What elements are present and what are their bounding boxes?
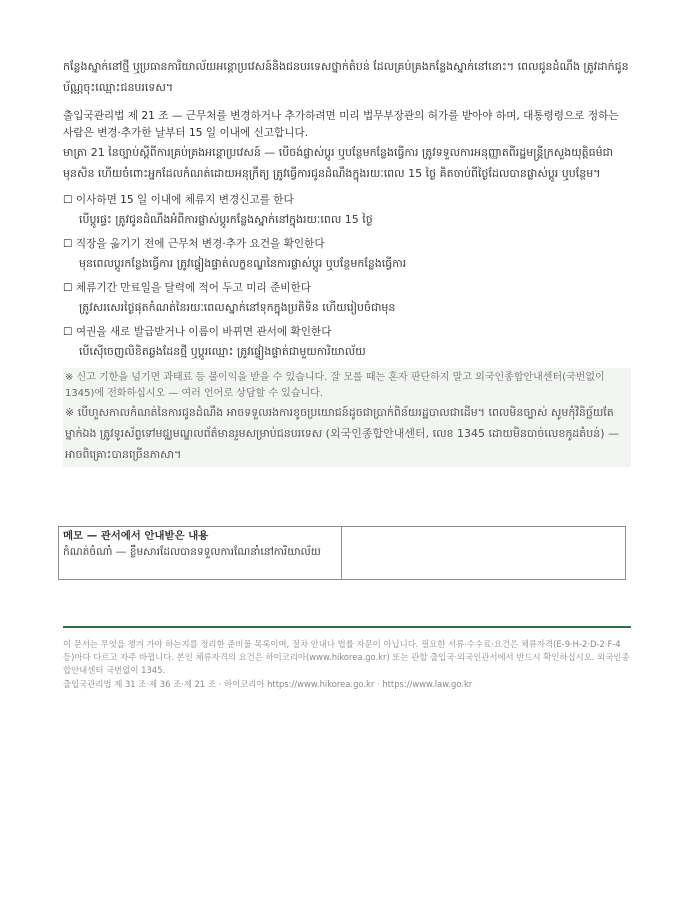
checkbox-icon[interactable]: ☐ [63,238,73,250]
warning-note [63,368,631,467]
memo-label-cell [59,527,342,579]
footer-disclaimer: 이 문서는 무엇을 챙겨 가야 하는지를 정리한 준비물 목록이며, 절차 안내나 법률 자문이 아닙니다. 필요한 서류·수수료·요건은 체류자격(E-9·H-2·D-2·F-4 등)마다 다르고 자주 바뀝니다. 본인 체류자격의 요건은 하이코리아(www.hikorea.go.kr) 또는 관할 출입국·외국인관서에서 반드시 확인하십시오. 외국인종합안내센터 국번없이 1345. [63,639,630,675]
memo-write-area[interactable] [342,527,625,579]
memo-title-ko: 메모 — 관서에서 안내받은 내용 [63,530,209,542]
warning-note-ko: ※ 신고 기한을 넘기면 과태료 등 불이익을 받을 수 있습니다. 잘 모를 때는 혼자 판단하지 말고 외국인종합안내센터(국번없이 1345)에 전화하십시오 — 여러 언어로 상담할 수 있습니다. [65,372,605,399]
checkbox-icon[interactable]: ☐ [63,326,73,338]
footer [63,638,631,691]
law-article-21-km: មាត្រា 21 នៃច្បាប់ស្ដីពីការគ្រប់គ្រងអន្តោប្រវេសន៍ — បើចង់ផ្លាស់ប្ដូរ ឬបន្ថែមកន្លែងធ្វើការ ត្រូវទទួលការអនុញ្ញាតពីរដ្ឋមន្ត្រីក្រសួងយុត្តិធម៌ជាមុនសិន ហើយចំពោះអ្នកដែលកំណត់ដោយអនុក្រឹត្យ ត្រូវធ្វើការជូនដំណឹងក្នុងរយៈពេល 15 ថ្ងៃ គិតចាប់ពីថ្ងៃដែលបានផ្លាស់ប្ដូរ ឬបន្ថែម។ [63,146,614,180]
footer-divider [63,626,631,628]
checklist-item [63,324,631,362]
checklist-item-ko: 직장을 옮기기 전에 근무처 변경·추가 요건을 확인한다 [75,238,325,250]
memo-table [58,526,626,580]
law-article-21-ko: 출입국관리법 제 21 조 — 근무처를 변경하거나 추가하려면 미리 법무부장관의 허가를 받아야 하며, 대통령령으로 정하는 사람은 변경·추가한 날부터 15 일 이내에 신고합니다. [63,110,619,139]
checklist-item-km: មុនពេលប្ដូរកន្លែងធ្វើការ ត្រូវផ្ទៀងផ្ទាត់លក្ខខណ្ឌនៃការផ្លាស់ប្ដូរ ឬបន្ថែមកន្លែងធ្វើការ [79,257,407,270]
checklist-item [63,236,631,274]
checkbox-icon[interactable]: ☐ [63,194,73,206]
checklist-item-km: ត្រូវសរសេរថ្ងៃផុតកំណត់នៃរយៈពេលស្នាក់នៅទុកក្នុងប្រតិទិន ហើយរៀបចំជាមុន [79,301,396,314]
checklist-item [63,192,631,230]
checklist-item-ko: 여권을 새로 발급받거나 이름이 바뀌면 관서에 확인한다 [75,326,332,338]
intro-paragraph-km: កន្លែងស្នាក់នៅថ្មី ឬប្រធានការិយាល័យអន្តោប្រវេសន៍និងជនបរទេសថ្នាក់តំបន់ ដែលគ្រប់គ្រងកន្លែងស្នាក់នៅនោះ។ ពេលជូនដំណឹង ត្រូវដាក់ជូនប័ណ្ណចុះឈ្មោះជនបរទេស។ [63,60,629,94]
checklist-item-km: បើប្ដូរផ្ទះ ត្រូវជូនដំណឹងអំពីការផ្លាស់ប្ដូរកន្លែងស្នាក់នៅក្នុងរយៈពេល 15 ថ្ងៃ [79,213,373,226]
checkbox-icon[interactable]: ☐ [63,282,73,294]
warning-note-km: ※ បើហួសកាលកំណត់នៃការជូនដំណឹង អាចទទួលរងការខូចប្រយោជន៍ដូចជាប្រាក់ពិន័យរដ្ឋបាលជាដើម។ ពេលមិនច្បាស់ សូមកុំវិនិច្ឆ័យតែម្នាក់ឯង ត្រូវទូរស័ព្ទទៅមជ្ឈមណ្ឌលព័ត៌មានរួមសម្រាប់ជនបរទេស (외국인종합안내센터, លេខ 1345 ដោយមិនបាច់លេខកូដតំបន់) — អាចពិគ្រោះបានច្រើនភាសា។ [65,406,620,461]
checklist-item-km: បើស៊ើចេញលិខិតឆ្លងដែនថ្មី ឬប្ដូរឈ្មោះ ត្រូវផ្ទៀងផ្ទាត់ជាមួយការិយាល័យ [79,345,366,358]
checklist-item-ko: 이사하면 15 일 이내에 체류지 변경신고를 한다 [75,194,294,206]
checklist-item-ko: 체류기간 만료일을 달력에 적어 두고 미리 준비한다 [75,282,311,294]
checklist-item [63,280,631,318]
footer-sources: 출입국관리법 제 31 조·제 36 조·제 21 조 · 하이코리아 https://www.hikorea.go.kr · https://www.law.go.kr [63,679,473,689]
document-body [63,56,631,467]
memo-title-km: កំណត់ចំណាំ — ខ្លឹមសារដែលបានទទួលការណែនាំនៅការិយាល័យ [63,546,321,558]
